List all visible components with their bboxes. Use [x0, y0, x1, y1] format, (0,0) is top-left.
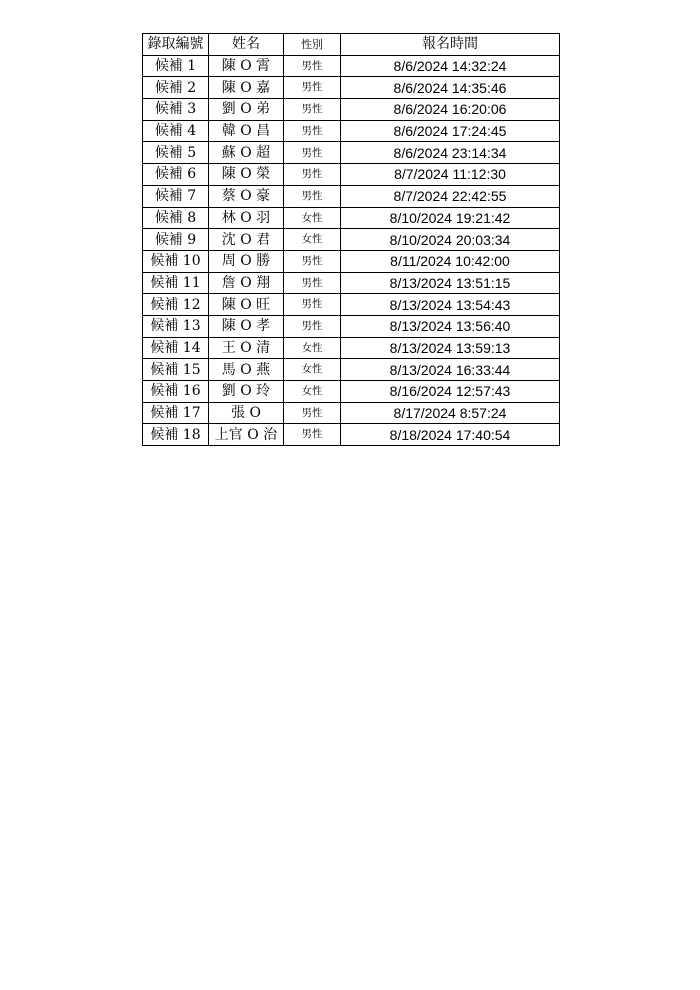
gender-cell: 女性: [284, 207, 341, 229]
gender-cell: 男性: [284, 142, 341, 164]
table-row: [143, 99, 560, 121]
waitlist-table: [142, 33, 560, 446]
admission-number-cell: 候補 10: [143, 250, 209, 272]
name-cell: 周 O 勝: [209, 250, 284, 272]
table-row: [143, 55, 560, 77]
gender-cell: 女性: [284, 381, 341, 403]
admission-number-cell: 候補 16: [143, 381, 209, 403]
admission-number-cell: 候補 2: [143, 77, 209, 99]
table-row: [143, 337, 560, 359]
registration-time-cell: 8/6/2024 16:20:06: [341, 99, 560, 121]
header-admission-number: 錄取編號: [143, 34, 209, 56]
name-cell: 陳 O 孝: [209, 315, 284, 337]
admission-number-cell: 候補 1: [143, 55, 209, 77]
gender-cell: 女性: [284, 337, 341, 359]
admission-number-cell: 候補 18: [143, 424, 209, 446]
gender-cell: 男性: [284, 185, 341, 207]
table-row: [143, 315, 560, 337]
name-cell: 陳 O 榮: [209, 164, 284, 186]
admission-number-cell: 候補 17: [143, 402, 209, 424]
admission-number-cell: 候補 7: [143, 185, 209, 207]
table-row: [143, 402, 560, 424]
registration-time-cell: 8/13/2024 13:51:15: [341, 272, 560, 294]
gender-cell: 男性: [284, 402, 341, 424]
name-cell: 陳 O 嘉: [209, 77, 284, 99]
admission-number-cell: 候補 14: [143, 337, 209, 359]
table-row: [143, 359, 560, 381]
name-cell: 張 O: [209, 402, 284, 424]
table-row: [143, 120, 560, 142]
table-row: [143, 424, 560, 446]
registration-time-cell: 8/10/2024 20:03:34: [341, 229, 560, 251]
table-row: [143, 164, 560, 186]
registration-time-cell: 8/13/2024 13:54:43: [341, 294, 560, 316]
gender-cell: 男性: [284, 55, 341, 77]
registration-time-cell: 8/13/2024 13:59:13: [341, 337, 560, 359]
registration-time-cell: 8/17/2024 8:57:24: [341, 402, 560, 424]
header-name: 姓名: [209, 34, 284, 56]
registration-time-cell: 8/11/2024 10:42:00: [341, 250, 560, 272]
registration-time-cell: 8/6/2024 14:35:46: [341, 77, 560, 99]
registration-time-cell: 8/16/2024 12:57:43: [341, 381, 560, 403]
table-row: [143, 229, 560, 251]
table-row: [143, 381, 560, 403]
gender-cell: 男性: [284, 294, 341, 316]
name-cell: 林 O 羽: [209, 207, 284, 229]
admission-number-cell: 候補 9: [143, 229, 209, 251]
name-cell: 蘇 O 超: [209, 142, 284, 164]
name-cell: 韓 O 昌: [209, 120, 284, 142]
gender-cell: 女性: [284, 359, 341, 381]
gender-cell: 男性: [284, 164, 341, 186]
registration-time-cell: 8/13/2024 16:33:44: [341, 359, 560, 381]
name-cell: 陳 O 旺: [209, 294, 284, 316]
table-row: [143, 207, 560, 229]
table-body: [143, 55, 560, 445]
admission-number-cell: 候補 4: [143, 120, 209, 142]
admission-number-cell: 候補 3: [143, 99, 209, 121]
admission-number-cell: 候補 15: [143, 359, 209, 381]
registration-time-cell: 8/6/2024 14:32:24: [341, 55, 560, 77]
table-row: [143, 142, 560, 164]
name-cell: 馬 O 燕: [209, 359, 284, 381]
gender-cell: 男性: [284, 250, 341, 272]
name-cell: 王 O 清: [209, 337, 284, 359]
registration-time-cell: 8/18/2024 17:40:54: [341, 424, 560, 446]
registration-time-cell: 8/13/2024 13:56:40: [341, 315, 560, 337]
admission-number-cell: 候補 13: [143, 315, 209, 337]
gender-cell: 男性: [284, 99, 341, 121]
header-row: [143, 34, 560, 56]
name-cell: 上官 O 治: [209, 424, 284, 446]
registration-time-cell: 8/6/2024 23:14:34: [341, 142, 560, 164]
registration-time-cell: 8/7/2024 11:12:30: [341, 164, 560, 186]
name-cell: 沈 O 君: [209, 229, 284, 251]
table-row: [143, 294, 560, 316]
gender-cell: 男性: [284, 272, 341, 294]
gender-cell: 男性: [284, 120, 341, 142]
table-row: [143, 185, 560, 207]
table-row: [143, 77, 560, 99]
admission-number-cell: 候補 12: [143, 294, 209, 316]
name-cell: 陳 O 霄: [209, 55, 284, 77]
admission-number-cell: 候補 5: [143, 142, 209, 164]
gender-cell: 男性: [284, 77, 341, 99]
registration-time-cell: 8/10/2024 19:21:42: [341, 207, 560, 229]
header-registration-time: 報名時間: [341, 34, 560, 56]
name-cell: 蔡 O 豪: [209, 185, 284, 207]
name-cell: 劉 O 玲: [209, 381, 284, 403]
table-row: [143, 272, 560, 294]
admission-number-cell: 候補 8: [143, 207, 209, 229]
registration-time-cell: 8/6/2024 17:24:45: [341, 120, 560, 142]
gender-cell: 男性: [284, 424, 341, 446]
admission-number-cell: 候補 6: [143, 164, 209, 186]
name-cell: 詹 O 翔: [209, 272, 284, 294]
header-gender: 性別: [284, 34, 341, 56]
gender-cell: 女性: [284, 229, 341, 251]
table-row: [143, 250, 560, 272]
name-cell: 劉 O 弟: [209, 99, 284, 121]
admission-number-cell: 候補 11: [143, 272, 209, 294]
gender-cell: 男性: [284, 315, 341, 337]
registration-time-cell: 8/7/2024 22:42:55: [341, 185, 560, 207]
